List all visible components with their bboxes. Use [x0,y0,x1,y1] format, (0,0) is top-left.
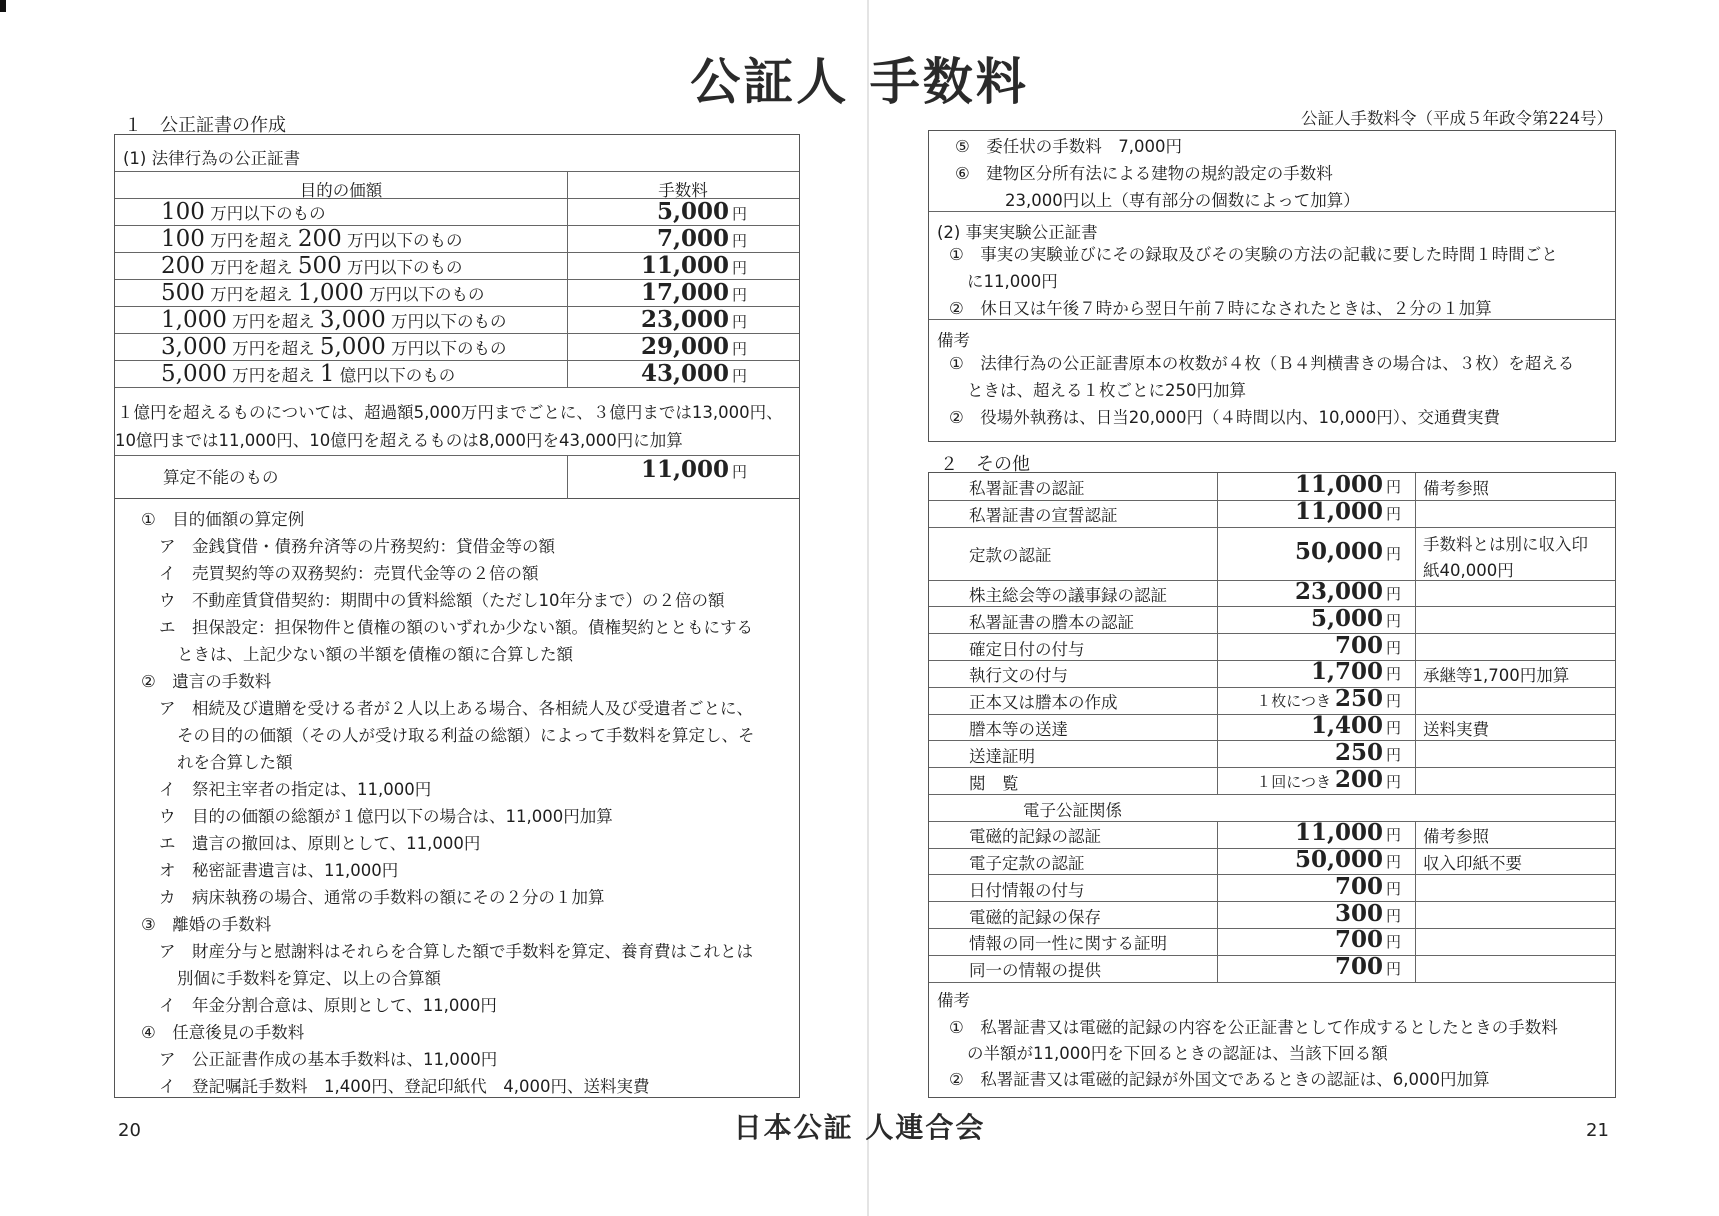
yen-unit: 円 [1385,478,1401,497]
uncalc-fee-value: 11,000 [640,456,729,483]
fee-amount [1217,685,1401,712]
over-note-2: 10億円までは11,000円、10億円を超えるものは8,000円を43,000円に加算 [115,431,683,450]
publisher-footer: 日本公証 人連合会 [733,1111,986,1144]
value-to: 1,000 [297,280,364,306]
fee-amount [1217,538,1401,565]
fee-amount [567,279,747,306]
fee-value: 250 [1334,685,1383,713]
fee-value: 11,000 [1294,471,1383,499]
fee-value: 50,000 [1294,846,1383,873]
note-line: イ 売買契約等の双務契約：売買代金等の２倍の額 [159,564,539,583]
fee-item-label: 謄本等の送達 [969,720,1068,739]
regulation-reference: 公証人手数料令（平成５年政令第224号） [1301,109,1613,128]
value-range-label [161,361,455,387]
remark-item: ② 私署証書又は電磁的記録が外国文であるときの認証は、6,000円加算 [949,1069,1490,1089]
other-fees-table [928,472,1616,1098]
fee-value: 200 [1334,765,1383,793]
table-col-divider [1415,606,1416,633]
value-text: 億円以下のもの [334,366,456,385]
yen-unit: 円 [1385,853,1401,871]
fee-value: 23,000 [640,306,729,333]
table-col-divider [1415,500,1416,527]
remark-item: ① 私署証書又は電磁的記録の内容を公正証書として作成するとしたときの手数料 [949,1017,1558,1037]
note-line: ア 公正証書作成の基本手数料は、11,000円 [159,1050,498,1069]
page-number-left: 20 [118,1120,141,1141]
table-col-divider [1415,660,1416,687]
page-title: 公証人 手数料 [690,53,1029,111]
fee-value: 700 [1334,926,1383,954]
table-divider [929,794,1615,795]
fee-item-label: 確定日付の付与 [969,639,1085,659]
table-divider [115,387,799,388]
table-col-divider [1415,687,1416,714]
page-number-right: 21 [1586,1120,1609,1141]
value-from: 500 [161,280,205,306]
fee-value: 5,000 [1310,604,1383,632]
table-col-divider [1415,955,1416,982]
fee-amount [1217,926,1401,953]
notes-box-right [928,130,1616,442]
yen-unit: 円 [731,259,747,277]
box-divider [929,319,1615,320]
fee-note: 収入印紙不要 [1423,854,1522,873]
value-to: 200 [297,226,342,252]
table-col-divider [1415,527,1416,580]
section2-heading: ２ その他 [940,454,1030,475]
value-range-label [161,334,506,360]
note-line: ② 遺言の手数料 [141,672,272,691]
yen-unit: 円 [1385,638,1401,657]
fee-amount [1217,739,1401,766]
value-from: 3,000 [161,334,227,360]
fact-item: に11,000円 [967,272,1058,291]
fee-amount [1217,846,1401,873]
note-line: ウ 不動産賃貸借契約：期間中の賃料総額（ただし10年分まで）の２倍の額 [159,591,725,610]
note-line: ウ 目的の価額の総額が１億円以下の場合は、11,000円加算 [159,807,613,826]
fee-note: 手数料とは別に収入印 [1423,534,1588,554]
fee-value: 1,400 [1310,712,1383,739]
table-col-divider [1415,848,1416,875]
table-col-divider [1415,767,1416,794]
value-text: 万円以下のもの [204,204,326,223]
notice-item: ⑥ 建物区分所有法による建物の規約設定の手数料 [955,164,1333,183]
yen-unit: 円 [731,367,747,385]
value-text: 万円以下のもの [385,312,507,331]
note-line: イ 年金分割合意は、原則として、11,000円 [159,996,497,1015]
fee-value: 50,000 [1294,538,1383,566]
yen-unit: 円 [1385,826,1401,845]
value-text: 万円以下のもの [385,339,507,358]
remarks-heading: 備考 [937,331,970,350]
fee-value: 11,000 [640,252,729,279]
note-line: ときは、上記少ない額の半額を債権の額に合算した額 [177,645,573,664]
yen-unit: 円 [1385,960,1401,979]
value-to: 5,000 [319,334,386,360]
fee-prefix: １回につき [1256,772,1331,791]
note-line: ア 財産分与と慰謝料はそれらを合算した額で手数料を算定、養育費はこれとは [159,942,753,961]
fee-amount [567,198,747,225]
table-col-divider [1415,901,1416,928]
fee-item-label: 定款の認証 [969,546,1052,566]
yen-unit: 円 [731,313,747,331]
remark-item: ② 役場外執務は、日当20,000円（４時間以内、10,000円）、交通費実費 [949,408,1501,427]
note-line: ① 目的価額の算定例 [141,510,305,529]
fee-amount [567,225,747,252]
e-notary-heading: 電子公証関係 [1023,801,1122,820]
fee-amount [1217,578,1401,605]
fee-value: 43,000 [640,360,729,387]
note-line: ③ 離婚の手数料 [141,915,272,934]
table-col-divider [1415,633,1416,660]
fact-item: ① 事実の実験並びにその録取及びその実験の方法の記載に要した時間１時間ごと [949,245,1558,264]
value-text: 万円を超え [204,285,298,304]
fee-note: 紙40,000円 [1423,560,1514,580]
value-range-label [161,199,326,225]
value-fee-table [114,134,800,499]
yen-unit: 円 [1385,933,1401,952]
fee-note: 備考参照 [1423,827,1489,847]
value-from: 100 [161,199,205,225]
fee-amount [1217,632,1401,659]
value-to: 500 [297,253,342,279]
note-line: ア 相続及び遺贈を受ける者が２人以上ある場合、各相続人及び受遺者ごとに、 [159,699,753,718]
value-from: 1,000 [161,307,227,333]
col-header-value: 目的の価額 [299,181,383,200]
fee-note: 送料実費 [1423,720,1489,739]
fee-amount [1217,766,1401,793]
remark-item: の半額が11,000円を下回るときの認証は、当該下回る額 [967,1043,1388,1063]
fee-value: 5,000 [656,198,729,225]
fee-item-label: 日付情報の付与 [969,880,1085,900]
yen-unit: 円 [1385,692,1401,711]
fee-amount [1217,498,1401,525]
fee-amount [1217,605,1401,632]
value-text: 万円以下のもの [363,285,485,304]
remark-item: ときは、超える１枚ごとに250円加算 [967,381,1246,400]
table-col-divider [1415,473,1416,500]
table-divider [929,982,1615,983]
fee-item-label: 同一の情報の提供 [969,961,1101,981]
note-line: エ 遺言の撤回は、原則として、11,000円 [159,834,481,853]
yen-unit: 円 [1385,745,1401,764]
table-divider [115,171,799,172]
value-from: 100 [161,226,205,252]
value-text: 万円以下のもの [341,231,463,250]
notice-item: 23,000円以上（専有部分の個数によって加算） [1005,191,1360,210]
yen-unit: 円 [731,286,747,304]
notes-box [114,498,800,1098]
uncalc-fee [567,456,747,483]
fee-value: 29,000 [640,333,729,360]
fee-item-label: 私署証書の認証 [969,479,1085,499]
yen-unit: 円 [1385,906,1401,925]
fee-value: 250 [1334,738,1383,766]
fee-item-label: 私署証書の宣誓認証 [969,506,1118,526]
fact-heading: (2) 事実実験公正証書 [937,223,1098,242]
fee-value: 17,000 [640,279,729,306]
value-text: 万円以下のもの [341,258,463,277]
note-line: ア 金銭貸借・債務弁済等の片務契約：貸借金等の額 [159,537,555,556]
fee-value: 11,000 [1294,819,1383,847]
yen-unit: 円 [1385,879,1401,898]
note-line: エ 担保設定：担保物件と債権の額のいずれか少ない額。債権契約とともにする [159,618,753,637]
value-range-label [161,280,485,306]
fee-value: 11,000 [1294,498,1383,526]
table-subheading: (1) 法律行為の公正証書 [123,149,301,168]
fee-value: 700 [1334,872,1383,900]
remark-item: ① 法律行為の公正証書原本の枚数が４枚（Ｂ４判横書きの場合は、３枚）を超える [949,354,1575,373]
fee-item-label: 正本又は謄本の作成 [969,693,1118,713]
fee-amount [1217,471,1401,498]
table-col-divider [1415,874,1416,901]
table-divider [929,527,1615,528]
fee-amount [1217,873,1401,900]
note-line: イ 祭祀主宰者の指定は、11,000円 [159,780,432,799]
yen-unit: 円 [1385,505,1401,524]
value-from: 5,000 [161,361,227,387]
note-line: 別個に手数料を算定、以上の合算額 [177,969,441,988]
col-header-fee: 手数料 [658,181,708,200]
over-note-1: １億円を超えるものについては、超過額5,000万円までごとに、３億円までは13,000円、 [117,403,783,422]
fee-value: 700 [1334,953,1383,981]
table-col-divider [1415,740,1416,767]
yen-unit: 円 [731,463,747,481]
value-range-label [161,253,463,279]
fee-note: 備考参照 [1423,479,1489,499]
fee-item-label: 情報の同一性に関する証明 [969,934,1167,954]
fee-item-label: 株主総会等の議事録の認証 [969,586,1167,605]
note-line: ④ 任意後見の手数料 [141,1023,305,1042]
yen-unit: 円 [731,205,747,223]
fee-amount [1217,953,1401,980]
yen-unit: 円 [1385,585,1401,603]
yen-unit: 円 [731,340,747,358]
fee-amount [567,252,747,279]
value-range-label [161,226,463,252]
notice-item: ⑤ 委任状の手数料 7,000円 [955,137,1183,156]
value-from: 200 [161,253,205,279]
fee-amount [1217,900,1401,927]
fee-amount [567,360,747,387]
table-col-divider [1415,821,1416,848]
note-line: イ 登記嘱託手数料 1,400円、登記印紙代 4,000円、送料実費 [159,1077,650,1096]
fee-value: 23,000 [1294,578,1383,605]
fee-item-label: 閲 覧 [969,773,1019,793]
table-col-divider [1415,928,1416,955]
value-to: 3,000 [319,307,386,333]
fact-item: ② 休日又は午後７時から翌日午前７時になされたときは、２分の１加算 [949,299,1492,318]
value-text: 万円を超え [226,339,320,358]
remarks-heading: 備考 [937,990,970,1010]
value-to: 1 [319,361,335,387]
note-line: れを合算した額 [177,753,293,772]
fee-item-label: 送達証明 [969,746,1035,766]
fee-note: 承継等1,700円加算 [1423,666,1570,686]
fee-value: 300 [1334,899,1383,927]
fee-amount [1217,819,1401,846]
fee-item-label: 私署証書の謄本の認証 [969,612,1134,632]
note-line: オ 秘密証書遺言は、11,000円 [159,861,399,880]
table-col-divider [1415,714,1416,741]
fee-amount [567,306,747,333]
fee-item-label: 電磁的記録の認証 [969,827,1101,847]
fee-amount [1217,658,1401,685]
fee-item-label: 執行文の付与 [969,666,1068,686]
note-line: カ 病床執務の場合、通常の手数料の額にその２分の１加算 [159,888,605,907]
note-line: その目的の価額（その人が受け取る利益の総額）によって手数料を算定し、そ [177,726,755,745]
value-text: 万円を超え [226,312,320,331]
fee-amount [1217,712,1401,739]
value-range-label [161,307,506,333]
table-col-divider [1415,580,1416,607]
value-text: 万円を超え [204,231,298,250]
fee-value: 7,000 [656,225,729,252]
fee-item-label: 電子定款の認証 [969,854,1085,873]
value-text: 万円を超え [204,258,298,277]
section1-heading: １ 公正証書の作成 [124,115,286,136]
yen-unit: 円 [1385,545,1401,564]
box-divider [929,211,1615,212]
fee-value: 1,700 [1310,658,1383,686]
uncalc-label: 算定不能のもの [163,468,279,487]
yen-unit: 円 [1385,611,1401,630]
page-gutter [867,0,869,1216]
yen-unit: 円 [1385,719,1401,737]
scan-corner-mark [0,0,6,12]
value-text: 万円を超え [226,366,320,385]
fee-value: 700 [1334,631,1383,659]
fee-amount [567,333,747,360]
yen-unit: 円 [1385,665,1401,684]
yen-unit: 円 [1385,772,1401,791]
fee-item-label: 電磁的記録の保存 [969,907,1101,927]
yen-unit: 円 [731,232,747,250]
fee-prefix: １枚につき [1256,692,1331,711]
